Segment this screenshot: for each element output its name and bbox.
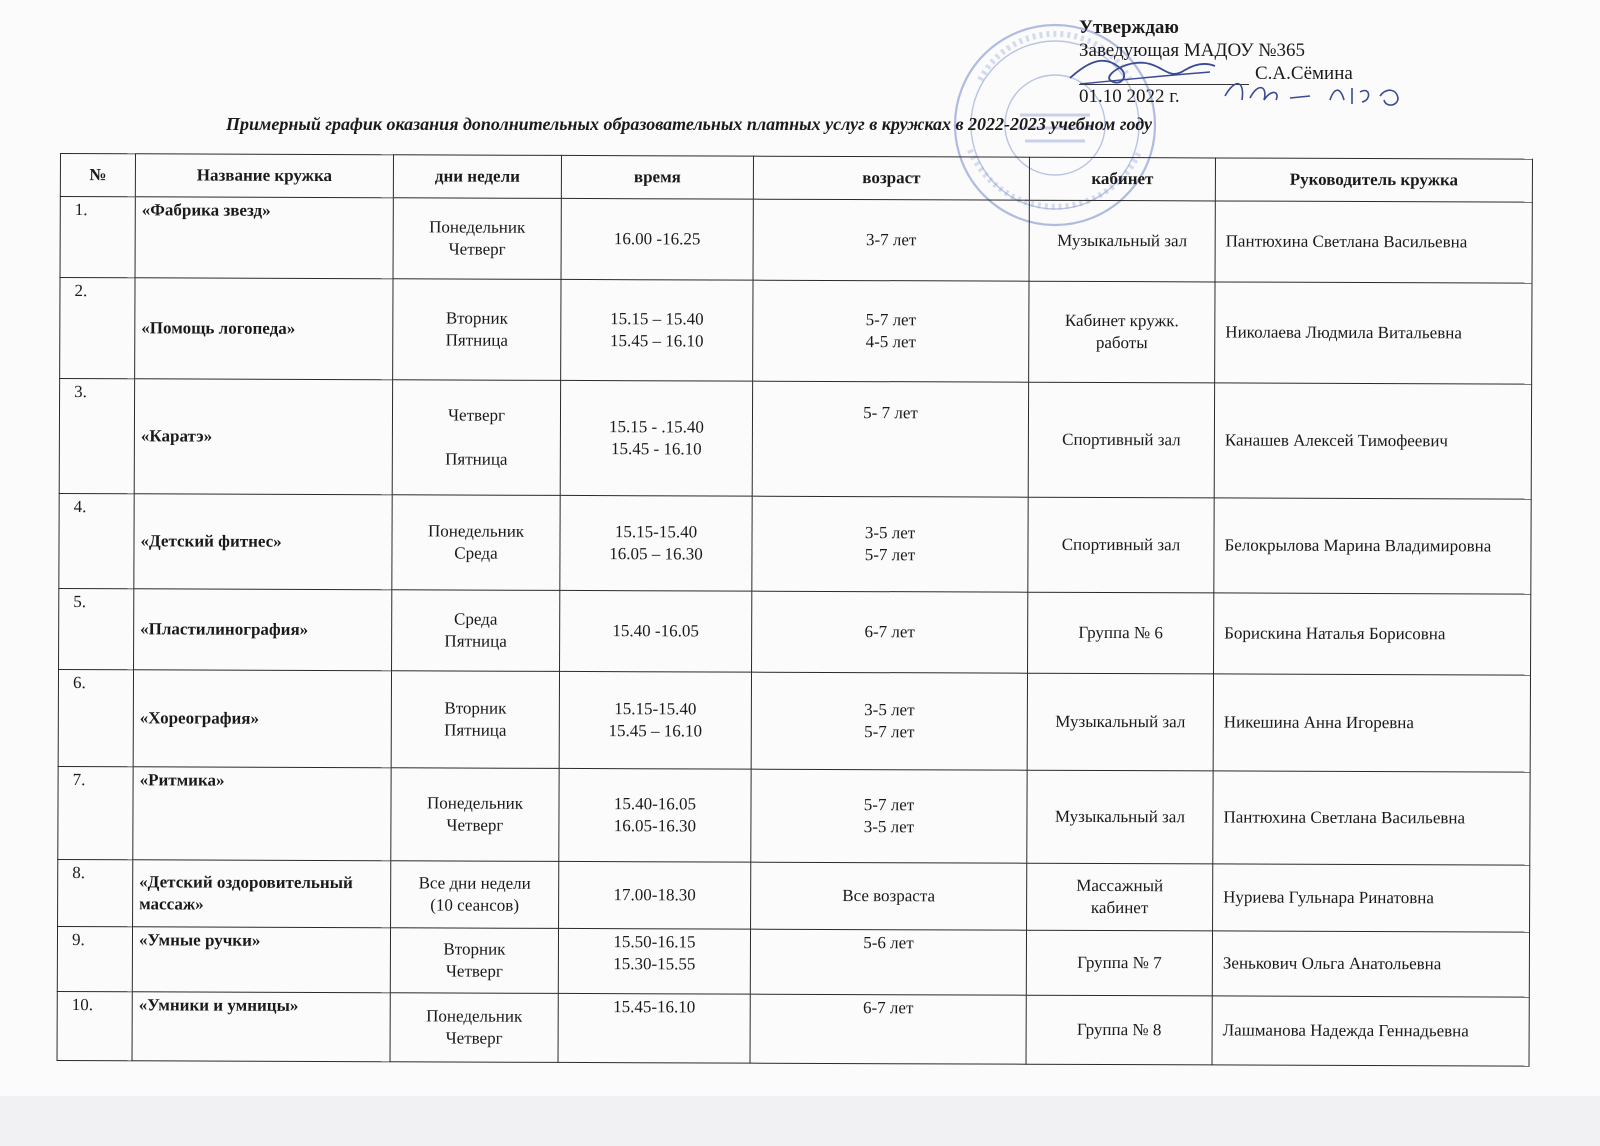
day-line: Четверг	[445, 1028, 503, 1048]
room-line: Спортивный зал	[1062, 429, 1181, 450]
header-number: №	[60, 154, 135, 197]
day-line: Среда	[454, 543, 498, 563]
club-leader: Николаева Людмила Витальевна	[1215, 282, 1532, 384]
club-time	[559, 768, 751, 862]
club-age	[752, 381, 1028, 497]
club-name: «Умные ручки»	[132, 927, 390, 993]
room-line: Группа № 7	[1077, 952, 1162, 973]
time-line: 15.45 - 16.10	[610, 439, 702, 459]
header-age: возраст	[753, 156, 1029, 200]
age-line: 5-7 лет	[863, 795, 915, 815]
club-age	[751, 769, 1027, 863]
row-number: 8.	[58, 859, 133, 926]
time-line: 15.15 – 15.40	[610, 309, 704, 329]
age-line: 3-5 лет	[863, 817, 915, 837]
time-line: 15.50-16.15	[613, 932, 696, 952]
time-line: 15.45 – 16.10	[608, 721, 703, 741]
club-leader: Зенькович Ольга Анатольевна	[1212, 931, 1529, 997]
order-number-handwriting	[1220, 70, 1420, 116]
day-line: (10 сеансов)	[430, 895, 520, 915]
age-line: 5-7 лет	[864, 545, 916, 565]
time-line: 15.45-16.10	[613, 997, 696, 1017]
day-line: Понедельник	[429, 217, 526, 237]
club-days	[391, 768, 559, 862]
day-line: Пятница	[444, 631, 507, 651]
club-days	[392, 495, 560, 591]
club-days	[393, 279, 561, 381]
club-room	[1027, 673, 1213, 771]
club-age	[752, 591, 1028, 673]
day-line-spacer	[399, 426, 554, 449]
day-line: Все дни недели	[418, 873, 531, 893]
club-leader: Никешина Анна Игоревна	[1213, 674, 1530, 772]
table-row	[60, 197, 1532, 284]
approval-position: Заведующая МАДОУ №365	[1079, 40, 1305, 61]
age-line: 5- 7 лет	[863, 403, 918, 423]
club-name: «Пластилинография»	[134, 589, 392, 671]
time-line: 17.00-18.30	[613, 885, 696, 905]
club-room	[1027, 770, 1213, 864]
time-line: 16.00 -16.25	[613, 229, 701, 249]
club-name: «Детский фитнес»	[134, 494, 392, 590]
day-line: Четверг	[446, 815, 504, 835]
time-line: 16.05 – 16.30	[609, 544, 703, 564]
room-line: Музыкальный зал	[1054, 806, 1186, 827]
club-age	[750, 994, 1026, 1064]
header-time: время	[561, 155, 753, 199]
age-line: 3-5 лет	[864, 523, 916, 543]
table-row	[59, 379, 1531, 500]
row-number: 5.	[59, 588, 134, 669]
club-name: «Ритмика»	[133, 767, 391, 861]
club-age	[753, 280, 1029, 382]
age-line: 5-7 лет	[864, 722, 915, 742]
club-name: «Фабрика звезд»	[135, 197, 393, 279]
approval-date: 01.10 2022 г.	[1079, 86, 1180, 107]
row-number: 9.	[57, 926, 132, 991]
day-line: Пятница	[445, 330, 509, 350]
day-line: Пятница	[444, 720, 507, 740]
row-number: 4.	[59, 493, 134, 588]
table-row	[59, 493, 1531, 594]
age-line: 6-7 лет	[863, 998, 914, 1018]
approval-signer: С.А.Сёмина	[1255, 63, 1353, 84]
time-line: 15.15 - .15.40	[608, 417, 704, 437]
club-age	[753, 199, 1029, 281]
room-line: работы	[1095, 332, 1148, 353]
room-line: Группа № 6	[1078, 622, 1163, 643]
club-time	[559, 861, 751, 929]
club-days	[390, 993, 558, 1063]
age-line: 4-5 лет	[865, 332, 917, 352]
scan-bottom-margin	[0, 1096, 1600, 1146]
club-name: «Умники и умницы»	[132, 992, 390, 1062]
time-line: 15.30-15.55	[613, 954, 696, 974]
room-line: Спортивный зал	[1061, 534, 1181, 555]
row-number: 1.	[60, 197, 135, 278]
director-signature	[1060, 40, 1220, 100]
row-number: 3.	[59, 379, 134, 494]
club-age	[751, 862, 1027, 930]
club-time	[558, 993, 750, 1063]
club-room	[1026, 995, 1212, 1065]
room-line: Массажный	[1076, 875, 1164, 896]
club-time	[559, 671, 751, 769]
day-line: Среда	[453, 609, 498, 629]
header-room: кабинет	[1029, 157, 1215, 201]
time-line: 15.15-15.40	[614, 699, 697, 719]
club-room	[1028, 382, 1214, 498]
age-line: 5-6 лет	[863, 933, 914, 953]
header-days: дни недели	[393, 155, 561, 199]
club-days	[392, 590, 560, 672]
day-line: Четверг	[447, 405, 506, 425]
room-line: Музыкальный зал	[1055, 711, 1186, 732]
club-age	[751, 672, 1027, 770]
club-time	[560, 380, 752, 496]
day-line: Понедельник	[427, 521, 525, 541]
table-row	[60, 278, 1532, 385]
club-room	[1029, 281, 1215, 383]
day-line: Понедельник	[426, 793, 524, 813]
approval-title: Утверждаю	[1079, 17, 1179, 38]
club-leader: Борискина Наталья Борисовна	[1214, 593, 1531, 675]
club-time	[560, 590, 752, 672]
room-line: Музыкальный зал	[1057, 230, 1188, 251]
document-title: Примерный график оказания дополнительных образовательных платных услуг в кружках в 2022-2023 учебном году	[226, 114, 1152, 134]
table-header-row	[60, 154, 1532, 203]
schedule-table	[57, 153, 1533, 1067]
age-line: 6-7 лет	[864, 622, 915, 642]
room-line: Кабинет кружк.	[1064, 310, 1179, 331]
club-leader: Пантюхина Светлана Васильевна	[1213, 771, 1530, 865]
room-line: кабинет	[1090, 897, 1149, 918]
table-row	[57, 991, 1529, 1066]
club-days	[391, 671, 559, 769]
club-leader: Белокрылова Марина Владимировна	[1214, 498, 1531, 594]
club-room	[1026, 930, 1212, 996]
day-line: Вторник	[444, 698, 507, 718]
club-days	[393, 198, 561, 280]
age-line: 3-5 лет	[864, 700, 915, 720]
age-line: Все возраста	[842, 886, 936, 906]
row-number: 7.	[58, 766, 133, 859]
age-line: 3-7 лет	[865, 230, 917, 250]
row-number: 2.	[60, 278, 135, 379]
club-time	[561, 279, 753, 381]
table-row	[59, 588, 1531, 675]
club-name: «Помощь логопеда»	[135, 278, 393, 380]
row-number: 10.	[57, 991, 132, 1060]
row-number: 6.	[58, 669, 133, 766]
club-name: «Детский оздоровительный массаж»	[133, 860, 391, 928]
day-line: Понедельник	[426, 1006, 523, 1026]
table-row	[58, 859, 1530, 932]
club-age	[752, 496, 1028, 592]
club-days	[392, 380, 560, 496]
time-line: 15.40-16.05	[613, 794, 697, 814]
club-leader: Канашев Алексей Тимофеевич	[1214, 383, 1531, 499]
day-line: Четверг	[445, 961, 503, 981]
day-line: Четверг	[448, 239, 506, 259]
club-room	[1027, 863, 1213, 931]
time-line: 15.15-15.40	[614, 522, 698, 542]
club-leader: Нуриева Гульнара Ринатовна	[1213, 864, 1530, 932]
time-line: 15.45 – 16.10	[609, 331, 704, 351]
day-line: Пятница	[445, 449, 508, 469]
table-row	[58, 766, 1530, 865]
time-line: 15.40 -16.05	[612, 621, 699, 641]
header-club-name: Название кружка	[135, 154, 393, 198]
header-leader: Руководитель кружка	[1215, 158, 1532, 202]
club-name: «Каратэ»	[134, 379, 392, 495]
club-leader: Лашманова Надежда Геннадьевна	[1212, 996, 1529, 1066]
day-line: Вторник	[445, 308, 508, 328]
club-leader: Пантюхина Светлана Васильевна	[1215, 201, 1532, 283]
club-days	[391, 861, 559, 929]
club-time	[560, 495, 752, 591]
time-line: 16.05-16.30	[613, 816, 697, 836]
club-room	[1029, 200, 1215, 282]
day-line: Вторник	[443, 939, 506, 959]
age-line: 5-7 лет	[865, 310, 917, 330]
club-room	[1028, 592, 1214, 674]
table-row	[58, 669, 1530, 772]
club-days	[390, 928, 558, 994]
room-line: Группа № 8	[1076, 1019, 1162, 1040]
club-time	[561, 198, 753, 280]
club-age	[750, 929, 1026, 995]
club-room	[1028, 497, 1214, 593]
table-row	[57, 926, 1529, 997]
club-time	[558, 928, 750, 994]
club-name: «Хореография»	[133, 670, 391, 768]
